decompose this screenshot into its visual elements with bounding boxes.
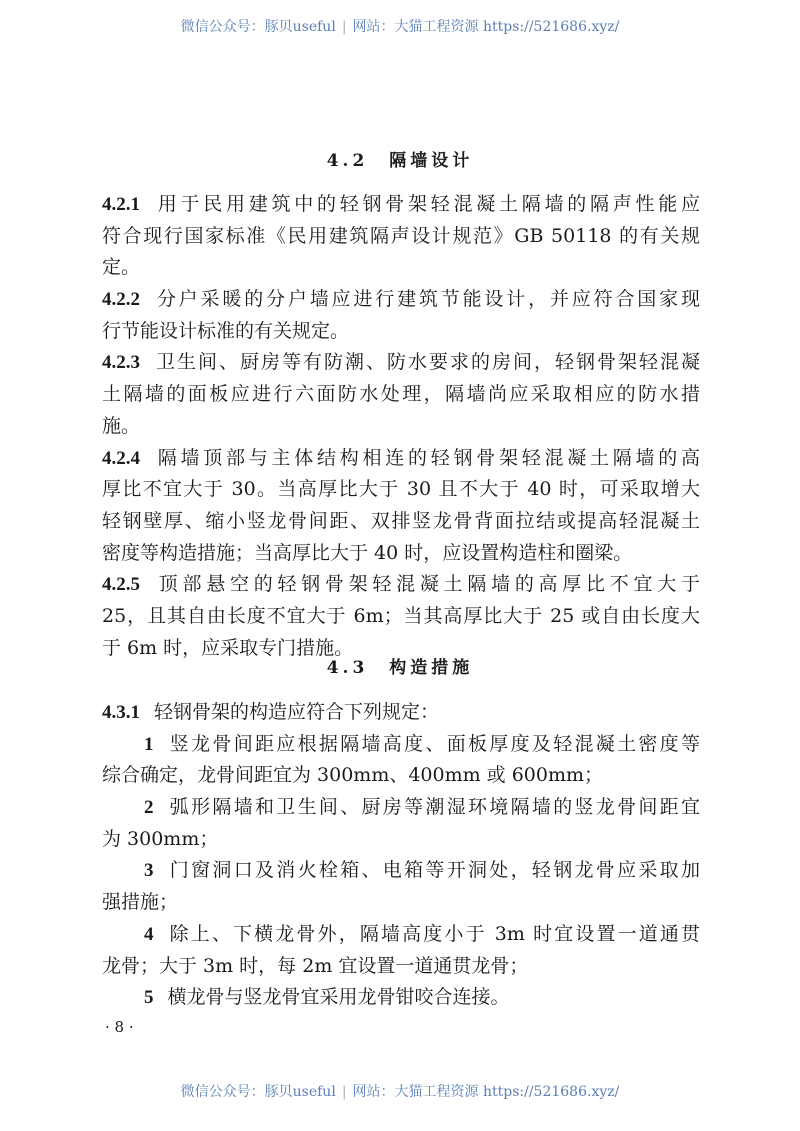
watermark-right: 网站：大猫工程资源 https://521686.xyz/ bbox=[352, 1084, 620, 1100]
section-4-2-body bbox=[102, 189, 700, 664]
clause-text: 除上、下横龙骨外，隔墙高度小于 3m 时宜设置一道通贯 bbox=[167, 922, 700, 945]
page-number: · 8 · bbox=[105, 1018, 134, 1036]
clause-text: 行节能设计标准的有关规定。 bbox=[102, 319, 350, 342]
clause-text: 25，且其自由长度不宜大于 6m；当其高厚比大于 25 或自由长度大 bbox=[102, 604, 700, 627]
text-line bbox=[102, 919, 700, 951]
text-line bbox=[102, 760, 700, 792]
watermark-separator: | bbox=[341, 19, 347, 35]
text-line bbox=[102, 601, 700, 633]
clause-number: 4.2.3 bbox=[102, 352, 140, 374]
text-line bbox=[102, 316, 700, 348]
clause-number: 4.3.1 bbox=[102, 702, 140, 723]
clause-number: 4 bbox=[144, 923, 154, 945]
text-line bbox=[102, 887, 700, 919]
clause-text: 厚比不宜大于 30。当高厚比大于 30 且不大于 40 时，可采取增大 bbox=[102, 478, 700, 501]
text-line bbox=[102, 569, 700, 601]
clause-text: 隔墙顶部与主体结构相连的轻钢骨架轻混凝土隔墙的高 bbox=[154, 446, 700, 469]
clause-number: 4.2.4 bbox=[102, 447, 140, 469]
clause-text: 密度等构造措施；当高厚比大于 40 时，应设置构造柱和圈梁。 bbox=[102, 541, 633, 564]
clause-text: 于 6m 时，应采取专门措施。 bbox=[102, 636, 354, 659]
watermark-left: 微信公众号：豚贝useful bbox=[180, 1084, 336, 1100]
text-line bbox=[102, 824, 700, 856]
watermark-left: 微信公众号：豚贝useful bbox=[180, 19, 336, 35]
text-line bbox=[102, 855, 700, 887]
clause-number: 4.2.5 bbox=[102, 574, 140, 596]
clause-text: 定。 bbox=[102, 256, 141, 279]
text-line bbox=[102, 729, 700, 761]
section-heading-4-2: 4.2 隔墙设计 bbox=[326, 151, 474, 171]
text-line bbox=[102, 443, 700, 475]
clause-text: 分户采暖的分户墙应进行建筑节能设计，并应符合国家现 bbox=[154, 288, 700, 311]
clause-number: 3 bbox=[144, 860, 154, 882]
clause-text: 用于民用建筑中的轻钢骨架轻混凝土隔墙的隔声性能应 bbox=[154, 193, 700, 215]
clause-text: 土隔墙的面板应进行六面防水处理，隔墙尚应采取相应的防水措 bbox=[102, 383, 700, 406]
clause-number: 2 bbox=[144, 797, 154, 819]
text-line bbox=[102, 697, 700, 729]
clause-text: 门窗洞口及消火栓箱、电箱等开洞处，轻钢龙骨应采取加 bbox=[167, 859, 700, 882]
clause-text: 轻钢骨架的构造应符合下列规定： bbox=[154, 701, 440, 723]
watermark-footer bbox=[0, 1081, 800, 1101]
text-line bbox=[102, 379, 700, 411]
clause-number: 5 bbox=[144, 987, 154, 1009]
clause-text: 横龙骨与竖龙骨宜采用龙骨钳咬合连接。 bbox=[167, 986, 510, 1009]
clause-number: 4.2.2 bbox=[102, 289, 140, 311]
text-line bbox=[102, 538, 700, 570]
clause-number: 1 bbox=[144, 733, 154, 755]
clause-text: 为 300mm； bbox=[102, 827, 219, 850]
section-4-3-body bbox=[102, 697, 700, 1014]
section-heading-4-3: 4.3 构造措施 bbox=[326, 658, 474, 678]
clause-text: 龙骨；大于 3m 时，每 2m 宜设置一道通贯龙骨； bbox=[102, 954, 529, 977]
text-line bbox=[102, 221, 700, 253]
watermark-header bbox=[0, 16, 800, 36]
clause-text: 弧形隔墙和卫生间、厨房等潮湿环境隔墙的竖龙骨间距宜 bbox=[167, 796, 700, 819]
watermark-separator: | bbox=[341, 1084, 347, 1100]
text-line bbox=[102, 951, 700, 983]
clause-text: 顶部悬空的轻钢骨架轻混凝土隔墙的高厚比不宜大于 bbox=[154, 573, 700, 596]
text-line bbox=[102, 792, 700, 824]
text-line bbox=[102, 347, 700, 379]
watermark-right: 网站：大猫工程资源 https://521686.xyz/ bbox=[352, 19, 620, 35]
text-line bbox=[102, 252, 700, 284]
clause-text: 竖龙骨间距应根据隔墙高度、面板厚度及轻混凝土密度等 bbox=[167, 732, 700, 755]
clause-text: 轻钢壁厚、缩小竖龙骨间距、双排竖龙骨背面拉结或提高轻混凝土 bbox=[102, 509, 700, 532]
clause-text: 符合现行国家标准《民用建筑隔声设计规范》GB 50118 的有关规 bbox=[102, 224, 700, 247]
text-line bbox=[102, 474, 700, 506]
clause-number: 4.2.1 bbox=[102, 194, 140, 215]
text-line bbox=[102, 411, 700, 443]
clause-text: 综合确定，龙骨间距宜为 300mm、400mm 或 600mm； bbox=[102, 764, 604, 787]
clause-text: 卫生间、厨房等有防潮、防水要求的房间，轻钢骨架轻混凝 bbox=[154, 351, 700, 374]
clause-text: 强措施； bbox=[102, 891, 179, 914]
text-line bbox=[102, 189, 700, 221]
text-line bbox=[102, 506, 700, 538]
clause-text: 施。 bbox=[102, 414, 141, 437]
text-line bbox=[102, 982, 700, 1014]
text-line bbox=[102, 284, 700, 316]
